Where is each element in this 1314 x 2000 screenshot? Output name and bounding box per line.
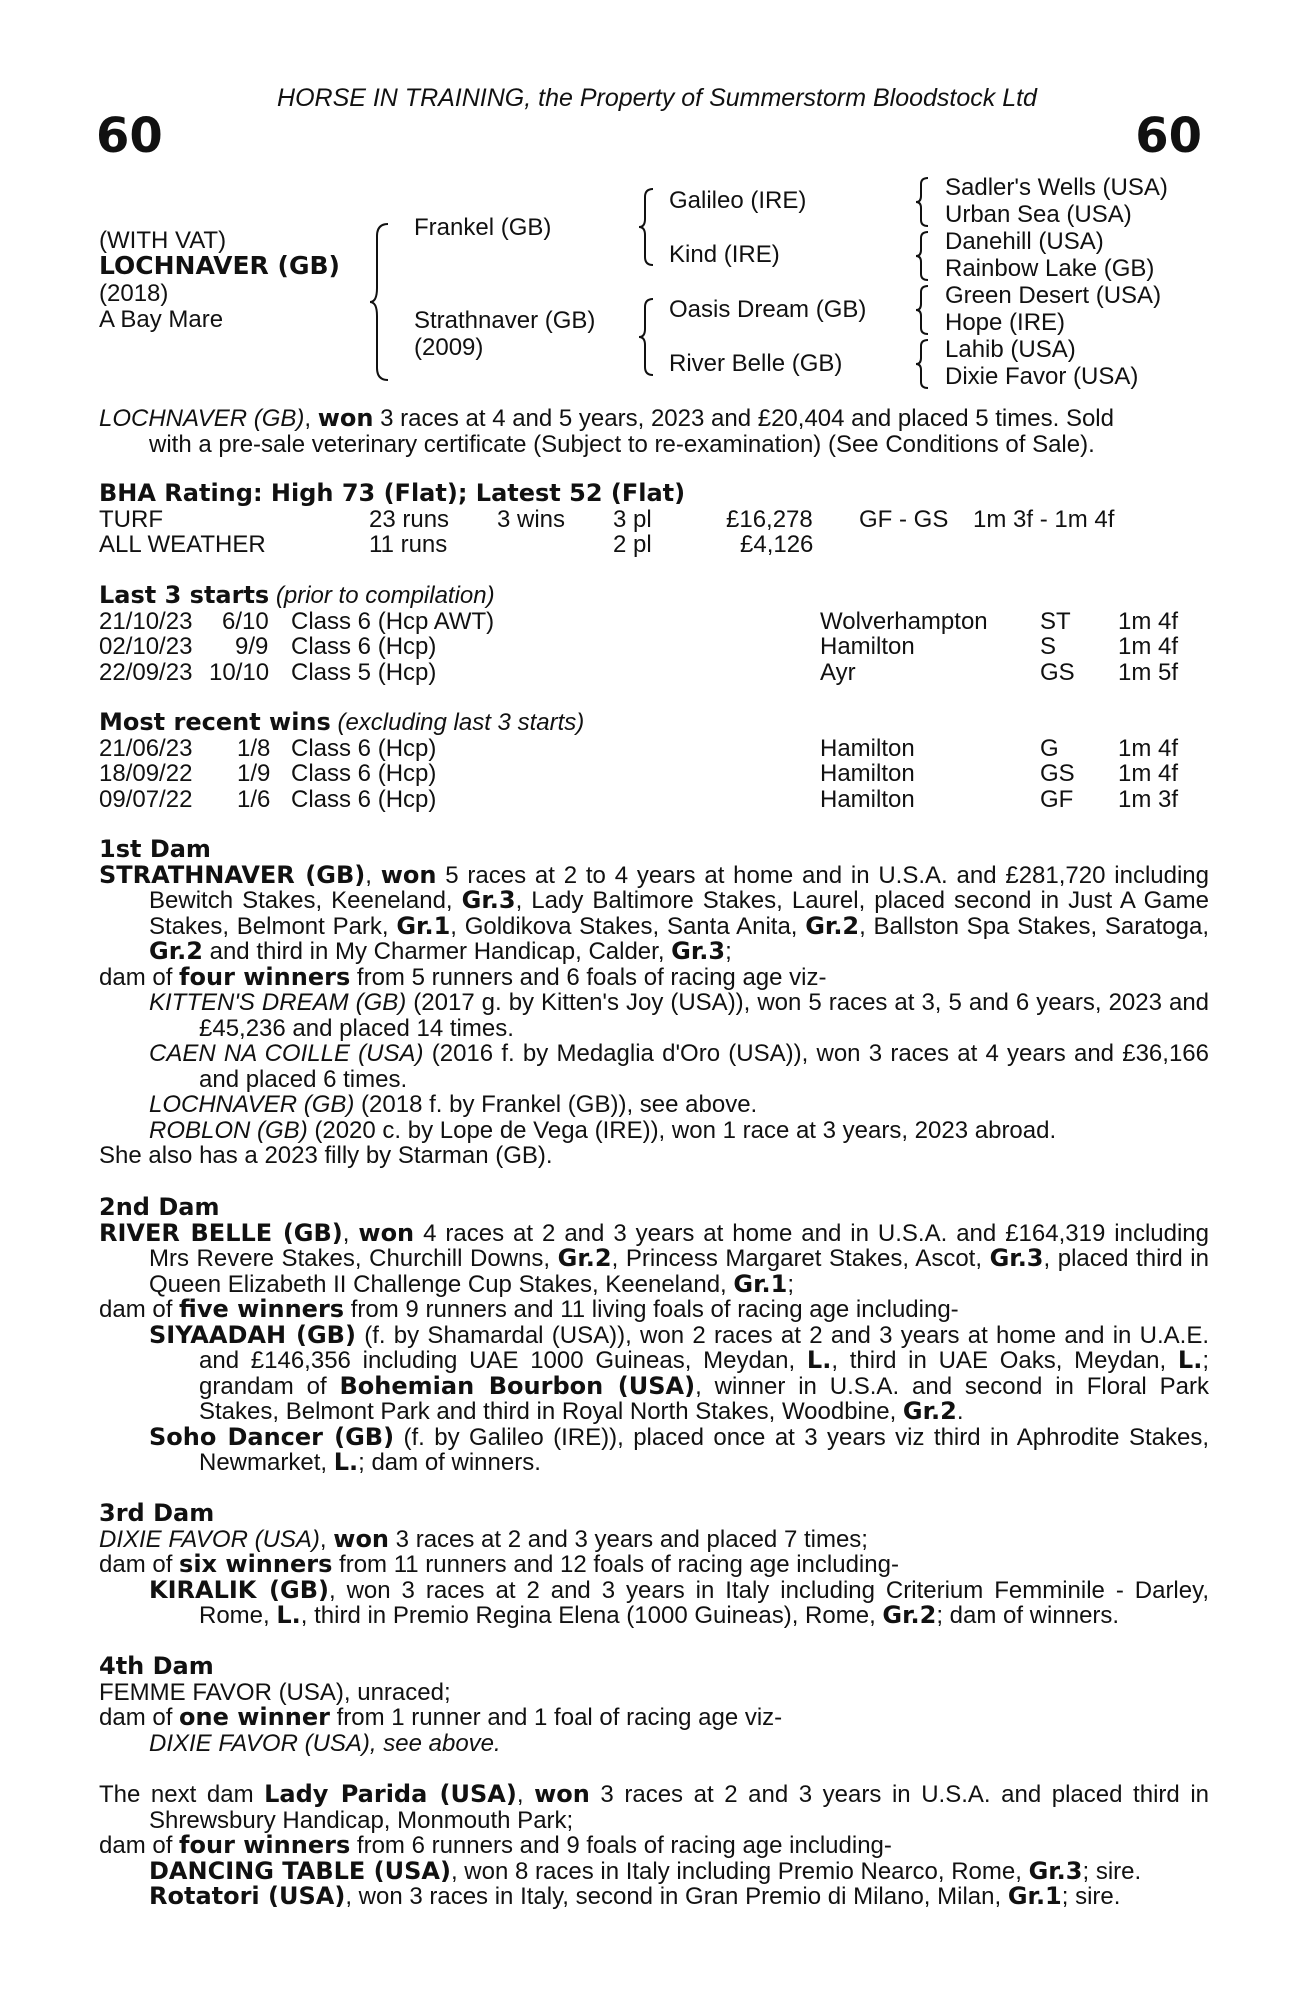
win-distance: 1m 4f (1118, 760, 1179, 787)
rating-going: GF - GS (859, 505, 949, 533)
gen3-5: Green Desert (USA) (945, 282, 1162, 309)
progeny-name: KITTEN'S DREAM (GB) (149, 989, 407, 1016)
recent-subtitle: (excluding last 3 starts) (337, 709, 585, 736)
gen3-1: Sadler's Wells (USA) (945, 174, 1168, 201)
win-row (99, 761, 1209, 787)
start-class: Class 6 (Hcp) (291, 633, 437, 660)
win-position: 1/6 (237, 785, 271, 813)
dam3-name: DIXIE FAVOR (USA) (99, 1525, 320, 1553)
dam-of-label: dam of (99, 963, 180, 991)
rating-prize: £16,278 (726, 505, 813, 533)
dam2-dam-of (99, 1297, 1209, 1323)
grade-label: Gr.2 (902, 1397, 957, 1425)
progeny-entry (99, 990, 1209, 1041)
start-row (99, 634, 1209, 660)
dam1-text: , Ballston Spa Stakes, Saratoga, (859, 912, 1209, 940)
progeny-name: Soho Dancer (GB) (149, 1422, 395, 1451)
rating-row-aw (99, 532, 1209, 558)
win-distance: 1m 3f (1118, 785, 1179, 813)
progeny-entry (99, 1422, 1209, 1476)
win-class: Class 6 (Hcp) (291, 760, 437, 787)
win-position: 1/8 (237, 734, 271, 762)
start-course: Wolverhampton (820, 607, 988, 635)
win-going: G (1040, 734, 1059, 762)
gen3-4: Rainbow Lake (GB) (945, 255, 1155, 282)
win-going: GS (1040, 760, 1075, 787)
grandchild-name: Bohemian Bourbon (USA) (339, 1371, 696, 1400)
dam1-text: , Lady Baltimore Stakes, Laurel, placed second in Just A Game Stakes, Belmont Park, (149, 887, 1209, 940)
start-row (99, 609, 1209, 635)
dam4-heading: 4th Dam (99, 1652, 214, 1680)
dam-of-rest: from 11 runners and 12 foals of racing age including- (332, 1551, 899, 1578)
horse-description: A Bay Mare (99, 306, 224, 333)
gen3-2: Urban Sea (USA) (945, 201, 1132, 228)
win-date: 18/09/22 (99, 760, 193, 787)
start-course: Ayr (820, 658, 856, 686)
dam2-record: RIVER BELLE (GB), won 4 races at 2 and 3 years at home and in U.S.A. and £164,319 including Mrs Revere Stakes, Churchill Downs, Gr.2, Princess Margaret Stakes, Ascot, Gr.3, placed third in Queen Elizabeth II Challenge Cup Stakes, Keeneland, Gr.1; (99, 1218, 1210, 1298)
most-recent-wins (99, 710, 1209, 812)
progeny-name: DANCING TABLE (USA) (149, 1856, 451, 1885)
progeny-text: (f. by Galileo (IRE)), placed once at 3 years viz third in Aphrodite Stakes, Newmarket, (199, 1423, 1209, 1476)
dam-of-label: dam of (99, 1551, 180, 1578)
lot-number-left: 60 (96, 108, 163, 164)
vat-note: (WITH VAT) (99, 227, 227, 254)
progeny-text: . (956, 1398, 964, 1425)
nextdam-won: won (534, 1780, 590, 1808)
progeny-text: ; sire. (1061, 1883, 1121, 1910)
win-row (99, 736, 1209, 762)
progeny-text: (f. by Shamardal (USA)), won 2 races at 2 and 3 years at home and in U.A.E. and £146,356 including UAE 1000 Guineas, Meydan, (199, 1321, 1209, 1374)
winners-count: five winners (179, 1295, 345, 1323)
progeny-name: Rotatori (USA) (149, 1882, 346, 1910)
dam2-name: RIVER BELLE (GB) (99, 1218, 343, 1247)
progeny-entry (99, 1118, 1209, 1144)
brace-g12 (914, 176, 932, 228)
dam-sire: Oasis Dream (GB) (669, 296, 867, 323)
rating-runs: 11 runs (369, 531, 448, 558)
win-row (99, 787, 1209, 813)
dam2-heading: 2nd Dam (99, 1193, 220, 1221)
page-header-title: HORSE IN TRAINING, the Property of Summerstorm Bloodstock Ltd (277, 84, 1037, 112)
sire-name: Frankel (GB) (414, 214, 552, 241)
grade-label: Gr.3 (461, 886, 516, 914)
dam4-line1: FEMME FAVOR (USA), unraced; (99, 1678, 451, 1706)
start-position: 6/10 (222, 607, 269, 635)
progeny-name: CAEN NA COILLE (USA) (149, 1040, 424, 1067)
win-course: Hamilton (820, 785, 915, 813)
intro-paragraph: LOCHNAVER (GB), won 3 races at 4 and 5 years, 2023 and £20,404 and placed 5 times. Sold with a pre-sale veterinary certificate (Subject to re-examination) (See Conditions of Sale). (99, 406, 1209, 457)
first-dam-section (99, 837, 1209, 1169)
sire-sire: Galileo (IRE) (669, 187, 807, 214)
progeny-text: , won 3 races in Italy, second in Gran Premio di Milano, Milan, (345, 1883, 1008, 1910)
brace-sire (637, 187, 657, 267)
winners-count: four winners (179, 962, 351, 991)
dam3-dam-of (99, 1552, 1209, 1578)
win-going: GF (1040, 785, 1074, 813)
rating-title: BHA Rating: High 73 (Flat); Latest 52 (Flat) (99, 479, 686, 507)
dam-year: (2009) (414, 334, 484, 361)
progeny-text: , won 3 races at 2 and 3 years in Italy including Criterium Femminile - Darley, Rome, (199, 1576, 1209, 1629)
nextdam-text: 3 races at 2 and 3 years in U.S.A. and placed third in Shrewsbury Handicap, Monmouth Park; (149, 1781, 1209, 1834)
win-date: 21/06/23 (99, 734, 193, 762)
gen3-3: Danehill (USA) (945, 228, 1104, 255)
progeny-text: (2018 f. by Frankel (GB)), see above. (354, 1091, 758, 1118)
rating-runs: 23 runs (369, 505, 450, 533)
progeny-text: , third in UAE Oaks, Meydan, (831, 1347, 1178, 1374)
sire-dam: Kind (IRE) (669, 241, 780, 268)
dam-name: Strathnaver (GB) (414, 307, 596, 334)
progeny-text: ; sire. (1082, 1857, 1142, 1885)
rating-placed: 3 pl (613, 505, 652, 533)
grade-label: L. (1177, 1346, 1203, 1374)
horse-year: (2018) (99, 280, 169, 307)
dam1-text: , Goldikova Stakes, Santa Anita, (450, 912, 806, 940)
grade-label: L. (806, 1346, 832, 1374)
intro-horse-name: LOCHNAVER (GB) (99, 405, 305, 432)
dam1-record: STRATHNAVER (GB), won 5 races at 2 to 4 years at home and in U.S.A. and £281,720 including Bewitch Stakes, Keeneland, Gr.3, Lady Baltimore Stakes, Laurel, placed second in Just A Game Stakes, Belmont Park, Gr.1, Goldikova Stakes, Santa Anita, Gr.2, Ballston Spa Stakes, Saratoga, Gr.2 and third in My Charmer Handicap, Calder, Gr.3; (99, 860, 1209, 965)
start-going: S (1040, 633, 1057, 660)
dam-of-label: dam of (99, 1704, 180, 1731)
progeny-entry (99, 1092, 1209, 1118)
rating-wins: 3 wins (497, 505, 566, 533)
lot-number-right: 60 (1135, 108, 1202, 164)
start-date: 22/09/23 (99, 658, 193, 686)
start-position: 9/9 (235, 633, 269, 660)
progeny-name: ROBLON (GB) (149, 1116, 308, 1144)
progeny-text: (2020 c. by Lope de Vega (IRE)), won 1 race at 3 years, 2023 abroad. (307, 1116, 1057, 1144)
win-course: Hamilton (820, 734, 915, 762)
start-row (99, 660, 1209, 686)
dam3-won: won (333, 1524, 390, 1553)
nextdam-dam-of (99, 1833, 1209, 1859)
dam1-text: ; (725, 938, 732, 965)
progeny-text: , winner in U.S.A. and second in Floral Park Stakes, Belmont Park and third in Royal North Stakes, Woodbine, (199, 1372, 1209, 1425)
fourth-dam-section (99, 1654, 1209, 1756)
progeny-text: ; dam of winners. (358, 1449, 541, 1476)
dam1-text: and third in My Charmer Handicap, Calder, (202, 938, 672, 965)
dam1-heading: 1st Dam (99, 835, 211, 863)
dam-of-rest: from 5 runners and 6 foals of racing age viz- (350, 963, 827, 991)
start-course: Hamilton (820, 633, 915, 660)
dam-of-rest: from 1 runner and 1 foal of racing age viz- (329, 1704, 783, 1731)
start-class: Class 5 (Hcp) (291, 658, 437, 686)
win-class: Class 6 (Hcp) (291, 734, 437, 762)
win-class: Class 6 (Hcp) (291, 785, 437, 813)
rating-section (99, 481, 1209, 558)
win-date: 09/07/22 (99, 785, 193, 813)
start-distance: 1m 5f (1118, 658, 1179, 686)
progeny-entry (99, 1041, 1209, 1092)
start-class: Class 6 (Hcp AWT) (291, 607, 495, 635)
rating-row-turf (99, 507, 1209, 533)
grade-label: L. (276, 1601, 301, 1629)
brace-dam (637, 297, 657, 377)
start-going: GS (1040, 658, 1075, 686)
gen3-8: Dixie Favor (USA) (945, 363, 1139, 390)
progeny-text: ; grandam of (199, 1347, 1210, 1400)
nextdam-text: , (516, 1781, 535, 1808)
dam2-text: , Princess Margaret Stakes, Ascot, (611, 1245, 990, 1272)
second-dam-section (99, 1195, 1209, 1476)
win-distance: 1m 4f (1118, 734, 1179, 762)
progeny-entry (99, 1856, 1209, 1885)
intro-text-1: 3 races at 4 and 5 years, 2023 and £20,404 and placed 5 times. Sold (373, 405, 1114, 432)
dam1-text: 5 races at 2 to 4 years at home and in U.S.A. and £281,720 including Bewitch Stakes, Keeneland, (149, 861, 1209, 914)
rating-prize: £4,126 (740, 531, 814, 558)
nextdam-name: Lady Parida (USA) (264, 1780, 517, 1808)
rating-surface: TURF (99, 505, 163, 533)
win-position: 1/9 (237, 760, 271, 787)
start-distance: 1m 4f (1118, 633, 1179, 660)
start-position: 10/10 (209, 658, 270, 686)
progeny-name: LOCHNAVER (GB) (149, 1091, 355, 1118)
dam2-won: won (358, 1218, 415, 1247)
progeny-text: (2017 g. by Kitten's Joy (USA)), won 5 races at 3, 5 and 6 years, 2023 and £45,236 and placed 14 times. (199, 989, 1210, 1042)
start-date: 21/10/23 (99, 607, 193, 635)
last3-title: Last 3 starts (99, 581, 270, 609)
nextdam-text: The next dam (99, 1781, 265, 1808)
last3-subtitle: (prior to compilation) (275, 582, 495, 609)
progeny-text: ; dam of winners. (936, 1602, 1120, 1629)
grade-label: Gr.1 (396, 911, 451, 940)
brace-g34 (914, 230, 932, 282)
grade-label: Gr.3 (1028, 1856, 1083, 1885)
rating-surface: ALL WEATHER (99, 531, 266, 558)
horse-name: LOCHNAVER (GB) (99, 251, 340, 280)
progeny-name: KIRALIK (GB) (149, 1575, 329, 1604)
brace-g78 (914, 338, 932, 390)
start-going: ST (1040, 607, 1071, 635)
dam1-won: won (380, 860, 437, 889)
dam1-dam-of (99, 962, 1209, 991)
last-3-starts (99, 583, 1209, 685)
grade-label: Gr.3 (989, 1244, 1044, 1272)
gen3-6: Hope (IRE) (945, 309, 1066, 336)
progeny-entry: DIXIE FAVOR (USA), see above. (149, 1729, 501, 1757)
dam-of-label: dam of (99, 1296, 180, 1323)
gen3-7: Lahib (USA) (945, 336, 1076, 363)
grade-label: Gr.2 (557, 1244, 612, 1272)
progeny-text: , won 8 races in Italy including Premio Nearco, Rome, (450, 1857, 1029, 1885)
winners-count: one winner (179, 1703, 330, 1731)
third-dam-section (99, 1501, 1209, 1629)
grade-label: Gr.2 (149, 937, 203, 965)
next-dam-section (99, 1782, 1209, 1910)
dam2-text: ; (787, 1270, 794, 1298)
start-date: 02/10/23 (99, 633, 193, 660)
rating-placed: 2 pl (613, 531, 652, 558)
start-distance: 1m 4f (1118, 607, 1179, 635)
progeny-entry (99, 1320, 1210, 1425)
brace-main (368, 222, 392, 382)
recent-title: Most recent wins (99, 708, 331, 736)
dam-dam: River Belle (GB) (669, 350, 843, 377)
brace-g56 (914, 284, 932, 336)
grade-label: Gr.3 (671, 937, 726, 965)
dam3-text: 3 races at 2 and 3 years and placed 7 times; (389, 1525, 868, 1553)
dam2-text: , placed third in Queen Elizabeth II Challenge Cup Stakes, Keeneland, (149, 1245, 1209, 1298)
dam3-record: DIXIE FAVOR (USA), won 3 races at 2 and 3 years and placed 7 times; (99, 1524, 868, 1553)
grade-label: Gr.1 (1007, 1882, 1062, 1910)
grade-label: Gr.2 (805, 911, 860, 940)
dam4-dam-of (99, 1705, 1209, 1731)
grade-label: Gr.1 (733, 1269, 788, 1298)
winners-count: four winners (179, 1831, 351, 1859)
grade-label: Gr.2 (882, 1601, 937, 1629)
grade-label: L. (333, 1448, 359, 1476)
dam1-also: She also has a 2023 filly by Starman (GB). (99, 1142, 553, 1169)
intro-won: won (317, 404, 374, 432)
nextdam-record (99, 1782, 1209, 1833)
dam-of-rest: from 9 runners and 11 living foals of racing age including- (344, 1296, 959, 1323)
progeny-entry (99, 1575, 1209, 1629)
win-course: Hamilton (820, 760, 915, 787)
dam-of-rest: from 6 runners and 9 foals of racing age including- (350, 1832, 892, 1859)
winners-count: six winners (179, 1550, 333, 1578)
intro-text-2: with a pre-sale veterinary certificate (Subject to re-examination) (See Conditions of Sale). (149, 430, 1095, 458)
progeny-entry (99, 1884, 1209, 1910)
progeny-text: (2016 f. by Medaglia d'Oro (USA)), won 3 races at 4 years and £36,166 and placed 6 times. (199, 1040, 1209, 1093)
dam3-heading: 3rd Dam (99, 1499, 215, 1527)
rating-distance: 1m 3f - 1m 4f (973, 505, 1115, 533)
progeny-name: SIYAADAH (GB) (149, 1320, 356, 1349)
dam2-text: 4 races at 2 and 3 years at home and in U.S.A. and £164,319 including Mrs Revere Stakes, Churchill Downs, (149, 1219, 1210, 1272)
dam1-name: STRATHNAVER (GB) (99, 860, 366, 889)
dam-of-label: dam of (99, 1832, 180, 1859)
progeny-text: , third in Premio Regina Elena (1000 Guineas), Rome, (300, 1602, 883, 1629)
